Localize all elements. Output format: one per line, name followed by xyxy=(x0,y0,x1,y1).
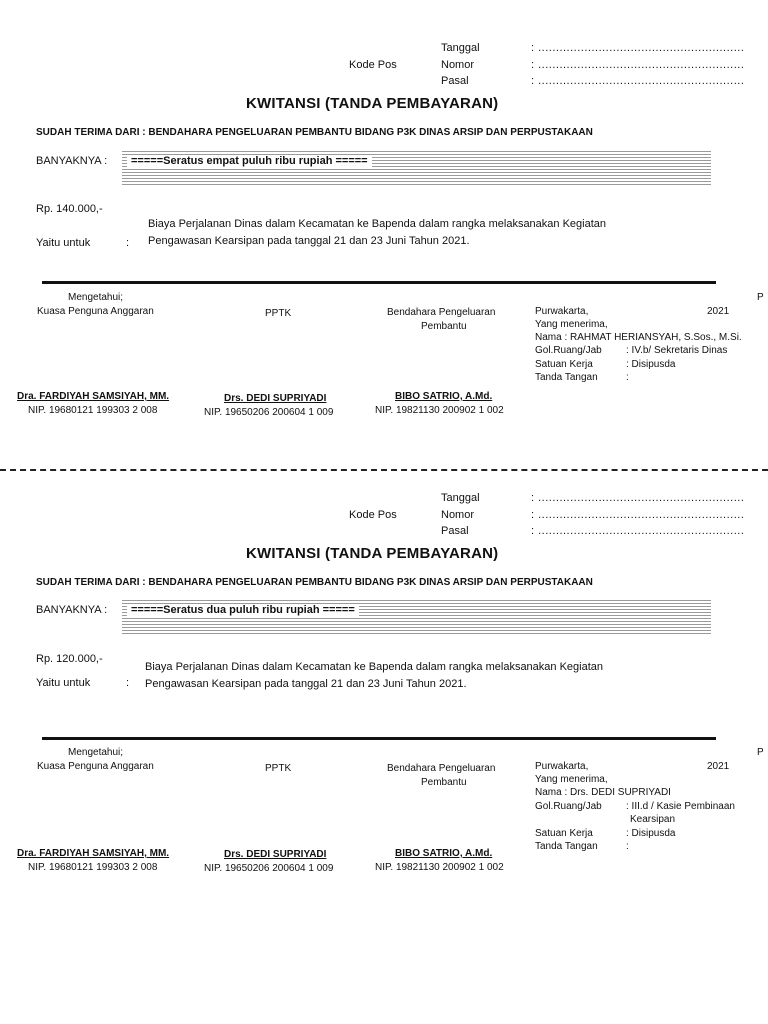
pasal-value: : .......................................................... xyxy=(531,525,745,537)
edge-letter: P xyxy=(757,292,764,303)
amount-in-words: =====Seratus empat puluh ribu rupiah ===== xyxy=(127,155,372,167)
pptk-title: PPTK xyxy=(265,308,292,319)
kpa-title: Kuasa Penguna Anggaran xyxy=(37,306,154,317)
recipient-label: Yang menerima, xyxy=(535,774,608,785)
pptk-nip: NIP. 19650206 200604 1 009 xyxy=(204,407,334,418)
received-from: SUDAH TERIMA DARI : BENDAHARA PENGELUARAN PEMBANTU BIDANG P3K DINAS ARSIP DAN PERPUSTAKAAN xyxy=(36,127,593,138)
bendahara-title-line1: Bendahara Pengeluaran xyxy=(387,763,496,774)
purpose-line-1: Biaya Perjalanan Dinas dalam Kecamatan ke Bapenda dalam rangka melaksanakan Kegiatan xyxy=(145,661,604,673)
recipient-name: Nama : Drs. DEDI SUPRIYADI xyxy=(535,787,671,798)
purpose-line-2: Pengawasan Kearsipan pada tanggal 21 dan 23 Juni Tahun 2021. xyxy=(148,235,470,247)
amount: Rp. 140.000,- xyxy=(36,203,103,215)
pasal-value: : .......................................................... xyxy=(531,75,745,87)
bendahara-name: BIBO SATRIO, A.Md. xyxy=(395,848,493,859)
satuan-label: Satuan Kerja xyxy=(535,828,593,839)
amount-in-words: =====Seratus dua puluh ribu rupiah ===== xyxy=(127,604,359,616)
kpa-nip: NIP. 19680121 199303 2 008 xyxy=(28,405,158,416)
kpa-name: Dra. FARDIYAH SAMSIYAH, MM. xyxy=(17,848,170,859)
year: 2021 xyxy=(707,761,730,772)
tanggal-label: Tanggal xyxy=(441,492,480,504)
pptk-nip: NIP. 19650206 200604 1 009 xyxy=(204,863,334,874)
receipt-2 xyxy=(0,451,768,891)
receipt-title: KWITANSI (TANDA PEMBAYARAN) xyxy=(246,95,499,112)
gol-value: : IV.b/ Sekretaris Dinas xyxy=(626,345,728,356)
kpa-title: Kuasa Penguna Anggaran xyxy=(37,761,154,772)
gol-label: Gol.Ruang/Jab xyxy=(535,801,602,812)
nomor-value: : .......................................................... xyxy=(531,59,745,71)
recipient-label: Yang menerima, xyxy=(535,319,608,330)
pasal-label: Pasal xyxy=(441,75,469,87)
banyaknya-label: BANYAKNYA : xyxy=(36,155,108,167)
yaitu-colon: : xyxy=(126,677,130,689)
place: Purwakarta, xyxy=(535,306,589,317)
pptk-title: PPTK xyxy=(265,763,292,774)
kode-pos-label: Kode Pos xyxy=(349,59,397,71)
bendahara-nip: NIP. 19821130 200902 1 002 xyxy=(375,862,504,873)
mengetahui: Mengetahui; xyxy=(68,747,124,758)
bendahara-title-line2: Pembantu xyxy=(421,321,467,332)
nomor-value: : .......................................................... xyxy=(531,509,745,521)
mengetahui: Mengetahui; xyxy=(68,292,124,303)
tanggal-value: : .......................................................... xyxy=(531,492,745,504)
receipt-1 xyxy=(0,0,768,440)
kode-pos-label: Kode Pos xyxy=(349,509,397,521)
yaitu-untuk-label: Yaitu untuk xyxy=(36,677,91,689)
recipient-name: Nama : RAHMAT HERIANSYAH, S.Sos., M.Si. xyxy=(535,332,742,343)
ttd-label: Tanda Tangan xyxy=(535,372,598,383)
bendahara-title-line2: Pembantu xyxy=(421,777,467,788)
bendahara-nip: NIP. 19821130 200902 1 002 xyxy=(375,405,504,416)
bendahara-title-line1: Bendahara Pengeluaran xyxy=(387,307,496,318)
ttd-value: : xyxy=(626,372,629,383)
received-from: SUDAH TERIMA DARI : BENDAHARA PENGELUARAN PEMBANTU BIDANG P3K DINAS ARSIP DAN PERPUSTAKAAN xyxy=(36,577,593,588)
divider-rule xyxy=(42,281,716,284)
ttd-value: : xyxy=(626,841,629,852)
gol-label: Gol.Ruang/Jab xyxy=(535,345,602,356)
gol-value: : III.d / Kasie Pembinaan xyxy=(626,801,735,812)
ttd-label: Tanda Tangan xyxy=(535,841,598,852)
gol-value-line2: Kearsipan xyxy=(630,814,676,825)
pptk-name: Drs. DEDI SUPRIYADI xyxy=(224,849,327,860)
yaitu-colon: : xyxy=(126,237,130,249)
tanggal-label: Tanggal xyxy=(441,42,480,54)
nomor-label: Nomor xyxy=(441,59,475,71)
edge-letter: P xyxy=(757,747,764,758)
pasal-label: Pasal xyxy=(441,525,469,537)
tanggal-value: : .......................................................... xyxy=(531,42,745,54)
satuan-value: : Disipusda xyxy=(626,828,676,839)
year: 2021 xyxy=(707,306,730,317)
yaitu-untuk-label: Yaitu untuk xyxy=(36,237,91,249)
kpa-name: Dra. FARDIYAH SAMSIYAH, MM. xyxy=(17,391,170,402)
satuan-label: Satuan Kerja xyxy=(535,359,593,370)
satuan-value: : Disipusda xyxy=(626,359,676,370)
purpose-line-1: Biaya Perjalanan Dinas dalam Kecamatan ke Bapenda dalam rangka melaksanakan Kegiatan xyxy=(148,218,607,230)
purpose-line-2: Pengawasan Kearsipan pada tanggal 21 dan 23 Juni Tahun 2021. xyxy=(145,678,467,690)
place: Purwakarta, xyxy=(535,761,589,772)
banyaknya-label: BANYAKNYA : xyxy=(36,604,108,616)
nomor-label: Nomor xyxy=(441,509,475,521)
receipt-title: KWITANSI (TANDA PEMBAYARAN) xyxy=(246,545,499,562)
pptk-name: Drs. DEDI SUPRIYADI xyxy=(224,393,327,404)
kpa-nip: NIP. 19680121 199303 2 008 xyxy=(28,862,158,873)
divider-rule xyxy=(42,737,716,740)
bendahara-name: BIBO SATRIO, A.Md. xyxy=(395,391,493,402)
amount: Rp. 120.000,- xyxy=(36,653,103,665)
